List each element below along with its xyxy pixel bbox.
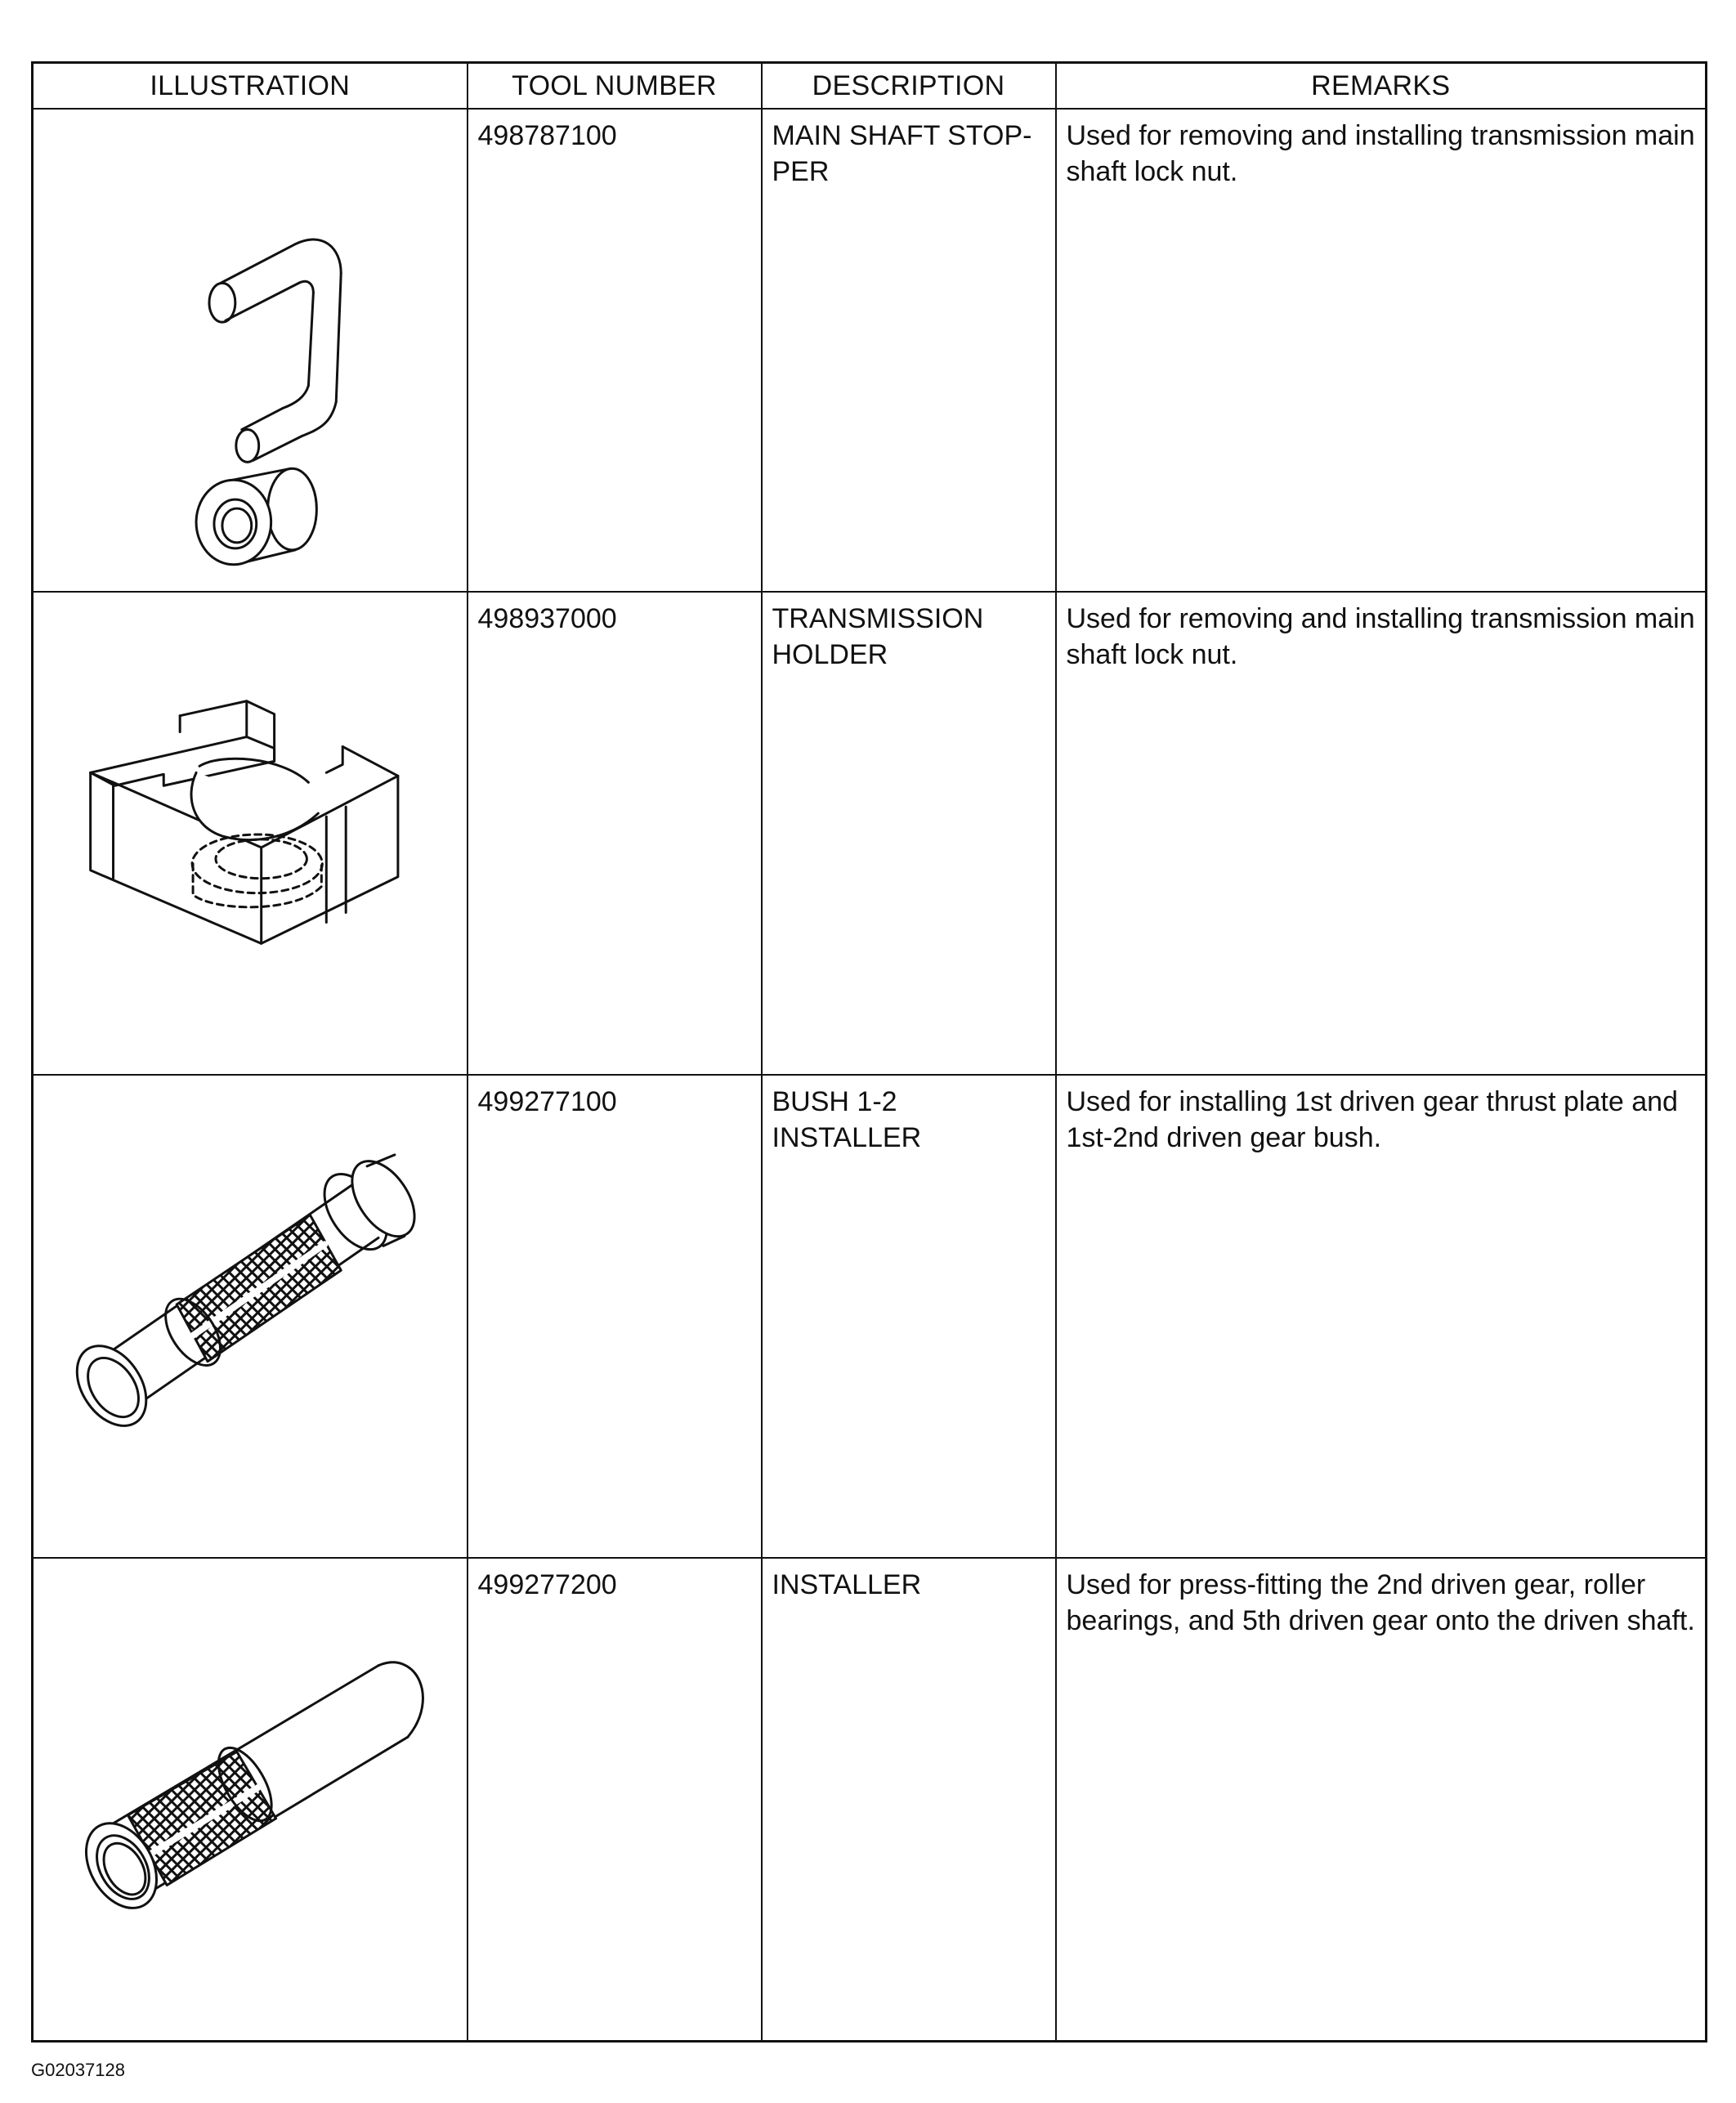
header-remarks: REMARKS (1056, 63, 1707, 110)
illustration-cell (33, 1558, 468, 2042)
bush-installer-icon (34, 1076, 467, 1549)
description-cell: TRANSMISSION HOLDER (762, 592, 1056, 1075)
remarks-cell: Used for installing 1st driven gear thrust plate and 1st-2nd driven gear bush. (1056, 1075, 1707, 1558)
description-cell: BUSH 1-2 INSTALLER (762, 1075, 1056, 1558)
table-row (33, 592, 1707, 1075)
special-tools-table (31, 61, 1707, 2043)
illustration-cell (33, 592, 468, 1075)
remarks-cell: Used for press-fitting the 2nd driven gear, roller bearings, and 5th driven gear onto the driven shaft. (1056, 1558, 1707, 2042)
tool-number-cell: 499277200 (468, 1558, 762, 2042)
remarks-cell: Used for removing and installing transmission main shaft lock nut. (1056, 109, 1707, 592)
table-row (33, 1075, 1707, 1558)
main-shaft-stopper-icon (34, 110, 467, 583)
table-row (33, 109, 1707, 592)
description-cell: INSTALLER (762, 1558, 1056, 2042)
table-row (33, 1558, 1707, 2042)
illustration-cell (33, 109, 468, 592)
header-illustration: ILLUSTRATION (33, 63, 468, 110)
header-tool-number: TOOL NUMBER (468, 63, 762, 110)
remarks-cell: Used for removing and installing transmission main shaft lock nut. (1056, 592, 1707, 1075)
illustration-cell (33, 1075, 468, 1558)
tool-number-cell: 498937000 (468, 592, 762, 1075)
figure-id: G02037128 (31, 2060, 125, 2080)
header-row (33, 63, 1707, 110)
description-cell: MAIN SHAFT STOP-PER (762, 109, 1056, 592)
header-description: DESCRIPTION (762, 63, 1056, 110)
tool-number-cell: 498787100 (468, 109, 762, 592)
installer-icon (34, 1559, 467, 2032)
transmission-holder-icon (34, 593, 467, 1066)
tool-number-cell: 499277100 (468, 1075, 762, 1558)
